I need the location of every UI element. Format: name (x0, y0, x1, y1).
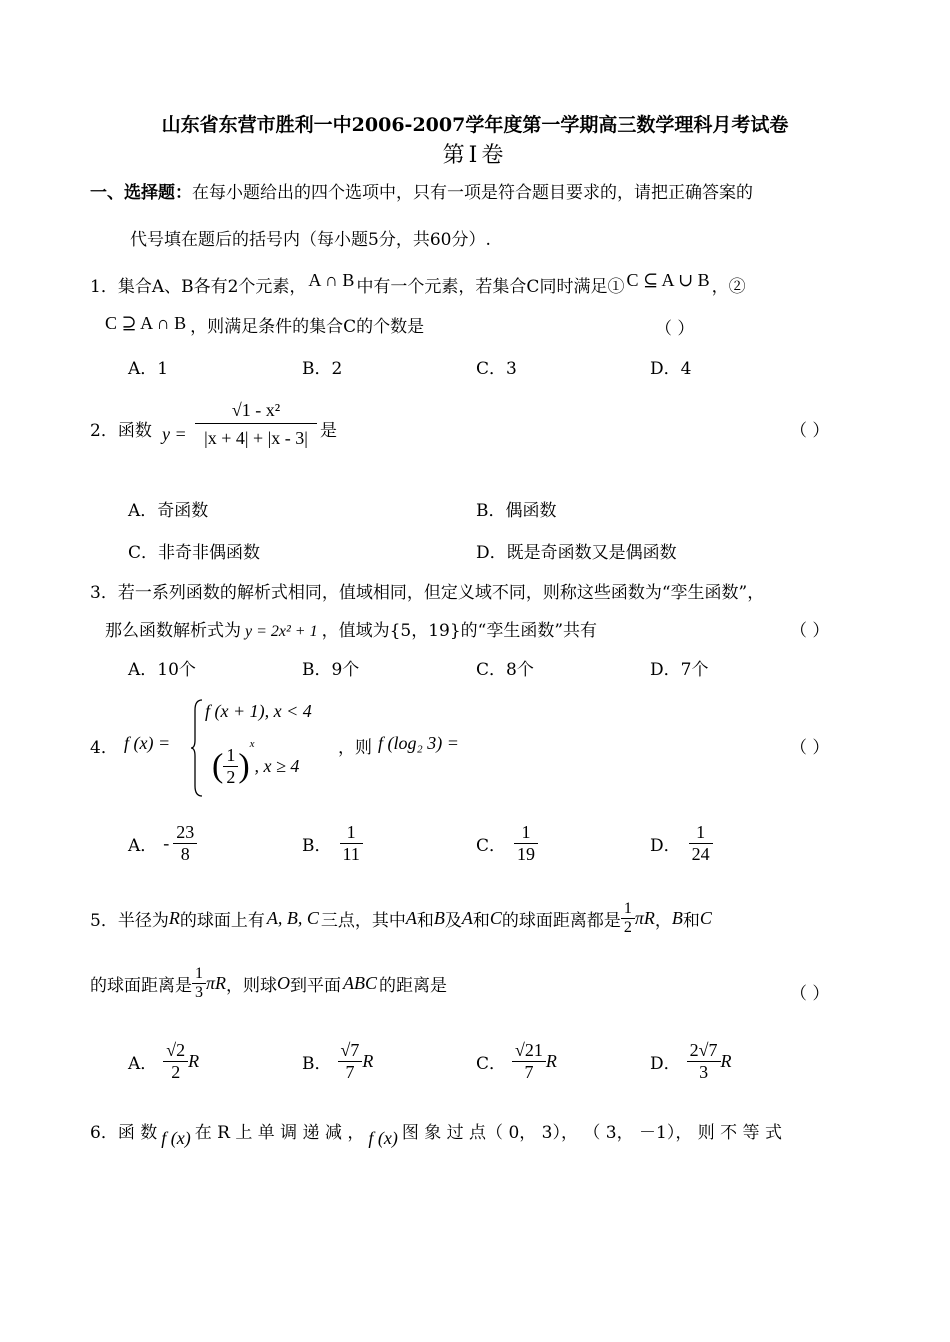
q5-option-d (650, 1040, 732, 1083)
q2-option-b: B．偶函数 (476, 501, 557, 521)
q4-half-num: 1 (226, 745, 236, 765)
q1-option-a: A．1 (128, 359, 169, 379)
q4-math-1: f (log₂ 3) = (378, 733, 459, 753)
q5-option-d-num: 2√7 (689, 1040, 718, 1060)
q5-option-c-tail: R (545, 1051, 557, 1071)
q5-math-8: C (699, 908, 712, 928)
q4-option-a-sign: - (163, 833, 170, 853)
q1-answer-bracket: （ ） (655, 319, 695, 339)
q5-math-1: R (168, 908, 180, 928)
q6-number: 6． (90, 1123, 118, 1143)
q5-option-c (476, 1040, 557, 1083)
q5-option-b-label: B． (302, 1054, 332, 1074)
q2-option-a: A．奇函数 (128, 501, 209, 521)
q3-option-b: B．9个 (302, 660, 360, 680)
q2-text-1: 函数 (117, 421, 152, 441)
q5-fraction-1-den: 2 (621, 918, 635, 937)
q5-math-4: B (433, 908, 445, 928)
q5-text-7: 的球面距离都是 (501, 911, 621, 931)
q1-text-2: 中有一个元素，若集合C同时满足① (356, 277, 625, 297)
q5-option-b-tail: R (362, 1051, 374, 1071)
q5-fraction-2-tail: πR (206, 973, 227, 993)
section-text-2: 代号填在题后的括号内（每小题5分，共60分）. (130, 230, 491, 250)
q4-option-c-label: C． (476, 836, 507, 856)
q5-option-a-num: √2 (166, 1040, 186, 1060)
q4-option-b-label: B． (302, 836, 332, 856)
q4-answer-bracket: （ ） (790, 738, 830, 758)
q5-option-b-num: √7 (340, 1040, 360, 1060)
q5-text-10: 的球面距离是 (90, 976, 192, 996)
q6-text-1: 函 数 (117, 1123, 158, 1143)
q5-fraction-1-tail: πR (634, 908, 655, 928)
q1-math-1: A ∩ B (308, 270, 355, 290)
q2-number: 2． (90, 421, 118, 441)
q5-number: 5． (90, 911, 118, 931)
q2-text-2: 是 (320, 421, 337, 441)
q3-answer-bracket: （ ） (790, 621, 830, 641)
q5-math-5: A (461, 908, 473, 928)
q4-option-c-den: 19 (514, 843, 538, 865)
q5-math-7: B (671, 908, 683, 928)
q5-math-6: C (489, 908, 502, 928)
q1-option-d: D．4 (650, 359, 692, 379)
q1-text-1: 集合A、B各有2个元素， (117, 277, 307, 297)
q5-text-1: 半径为 (117, 911, 169, 931)
q5-option-a-tail: R (188, 1051, 200, 1071)
q6-math-1: f (x) (161, 1128, 191, 1148)
q5-option-d-fraction (687, 1040, 721, 1083)
q3-text-1: 若一系列函数的解析式相同，值域相同，但定义域不同，则称这些函数为“孪生函数”， (117, 583, 765, 603)
exam-subtitle: 第Ⅰ卷 (442, 143, 508, 168)
q5-option-b (302, 1040, 373, 1083)
q4-option-a (128, 822, 197, 865)
q5-option-d-label: D． (650, 1054, 681, 1074)
q4-option-a-den: 8 (173, 843, 197, 865)
section-text-1: 在每小题给出的四个选项中，只有一项是符合题目要求的，请把正确答案的 (192, 183, 753, 203)
q4-option-a-label: A． (128, 836, 158, 856)
q5-option-a (128, 1040, 199, 1083)
q1-option-c: C．3 (476, 359, 517, 379)
q5-line-1 (90, 900, 712, 937)
q5-option-a-den: 2 (163, 1061, 188, 1083)
q5-option-d-den: 3 (687, 1061, 721, 1083)
q4-option-d-label: D． (650, 836, 681, 856)
q4-half (223, 745, 238, 788)
q2-lhs: y = (162, 424, 187, 444)
q5-option-a-fraction (163, 1040, 188, 1083)
q1-line-1 (90, 272, 746, 297)
q5-option-a-label: A． (128, 1054, 158, 1074)
q4-option-d-fraction (689, 822, 713, 865)
q4-option-c-fraction (514, 822, 538, 865)
q4-left-paren: ( (212, 747, 224, 785)
q6-text-3: 图 象 过 点（ 0， 3）， （ 3， －1）， 则 不 等 式 (401, 1123, 782, 1143)
q4-option-b (302, 822, 363, 865)
q1-line-2 (105, 312, 424, 337)
q1-text-4: ，则满足条件的集合C的个数是 (190, 317, 425, 337)
q5-text-3: 三点，其中 (320, 911, 406, 931)
q2-numerator: √1 - x² (231, 400, 281, 420)
q5-option-c-fraction (512, 1040, 546, 1083)
q5-option-d-tail: R (720, 1051, 732, 1071)
q5-fraction-1 (621, 900, 635, 937)
q1-math-3: C ⊇ A ∩ B (105, 313, 187, 333)
q4-half-den: 2 (223, 766, 238, 788)
q5-option-c-num: √21 (515, 1040, 543, 1060)
q5-math-2: A, B, C (266, 908, 319, 928)
q5-fraction-2-num: 1 (195, 965, 203, 982)
exam-title: 山东省东营市胜利一中2006-2007学年度第一学期高三数学理科月考试卷 (161, 114, 789, 136)
q4-lhs: f (x) = (124, 733, 171, 753)
q5-math-10: ABC (343, 973, 378, 993)
q4-text-1: ，则 (338, 738, 372, 758)
q4-option-b-num: 1 (346, 822, 356, 842)
q2-denominator: |x + 4| + |x - 3| (195, 423, 317, 449)
q4-right-paren: ) (238, 747, 250, 785)
q4-option-b-den: 11 (340, 843, 363, 865)
section-label: 一、选择题： (90, 183, 192, 203)
q5-answer-bracket: （ ） (790, 984, 830, 1004)
q5-text-12: 到平面 (290, 976, 342, 996)
q4-exponent: x (249, 738, 255, 750)
q4-case-2 (212, 738, 299, 788)
q5-option-b-fraction (338, 1040, 363, 1083)
q5-fraction-2-den: 3 (192, 983, 206, 1002)
q3-text-3: ，值域为{5，19}的“孪生函数”共有 (321, 621, 598, 641)
q3-line-1 (90, 578, 764, 603)
q2-option-c: C．非奇非偶函数 (128, 543, 261, 563)
q5-math-9: O (277, 973, 291, 993)
q5-text-9: 和 (682, 911, 700, 931)
q5-line-2 (90, 965, 447, 1002)
q3-number: 3． (90, 583, 118, 603)
q4-case-1: f (x + 1), x < 4 (205, 701, 312, 721)
q6-math-2: f (x) (368, 1128, 398, 1148)
q5-text-11: ，则球 (226, 976, 278, 996)
q3-text-2: 那么函数解析式为 (105, 621, 241, 641)
q1-number: 1． (90, 277, 118, 297)
q4-option-a-num: 23 (176, 822, 195, 842)
q5-text-4: 和 (416, 911, 434, 931)
q4-option-a-fraction (173, 822, 197, 865)
section-header (90, 178, 753, 203)
q4-left-brace (190, 698, 204, 798)
q2-fraction (195, 400, 317, 449)
q3-option-d: D．7个 (650, 660, 709, 680)
q5-text-5: 及 (444, 911, 462, 931)
q3-math-1: y = 2x² + 1 (245, 623, 318, 640)
q5-text-6: 和 (472, 911, 490, 931)
q3-option-a: A．10个 (128, 660, 196, 680)
q5-math-3: A (405, 908, 417, 928)
q2-answer-bracket: （ ） (790, 421, 830, 441)
q4-option-d (650, 822, 713, 865)
q1-text-3: ，② (711, 277, 746, 297)
q5-fraction-1-num: 1 (623, 900, 632, 917)
q2-number-text (90, 416, 152, 441)
q4-number: 4． (90, 738, 118, 758)
q5-text-2: 的球面上有 (179, 911, 265, 931)
q6-text-2: 在 R 上 单 调 递 减 ， (194, 1123, 365, 1143)
q2-option-d: D．既是奇函数又是偶函数 (476, 543, 677, 563)
q3-line-2 (105, 616, 597, 641)
q1-option-b: B．2 (302, 359, 343, 379)
q5-text-8: ， (654, 911, 672, 931)
q5-text-13: 的距离是 (379, 976, 448, 996)
q6-line-1 (90, 1118, 782, 1148)
q4-case-2-cond: , x ≥ 4 (254, 756, 300, 776)
q4-option-c-num: 1 (521, 822, 531, 842)
q5-fraction-2 (192, 965, 206, 1002)
q4-option-b-fraction (340, 822, 363, 865)
q1-math-2: C ⊆ A ∪ B (626, 270, 710, 290)
q3-option-c: C．8个 (476, 660, 534, 680)
q4-option-d-num: 1 (696, 822, 706, 842)
q4-option-d-den: 24 (689, 843, 713, 865)
q5-option-c-label: C． (476, 1054, 507, 1074)
q4-option-c (476, 822, 538, 865)
q5-option-b-den: 7 (338, 1061, 363, 1083)
q5-option-c-den: 7 (512, 1061, 546, 1083)
